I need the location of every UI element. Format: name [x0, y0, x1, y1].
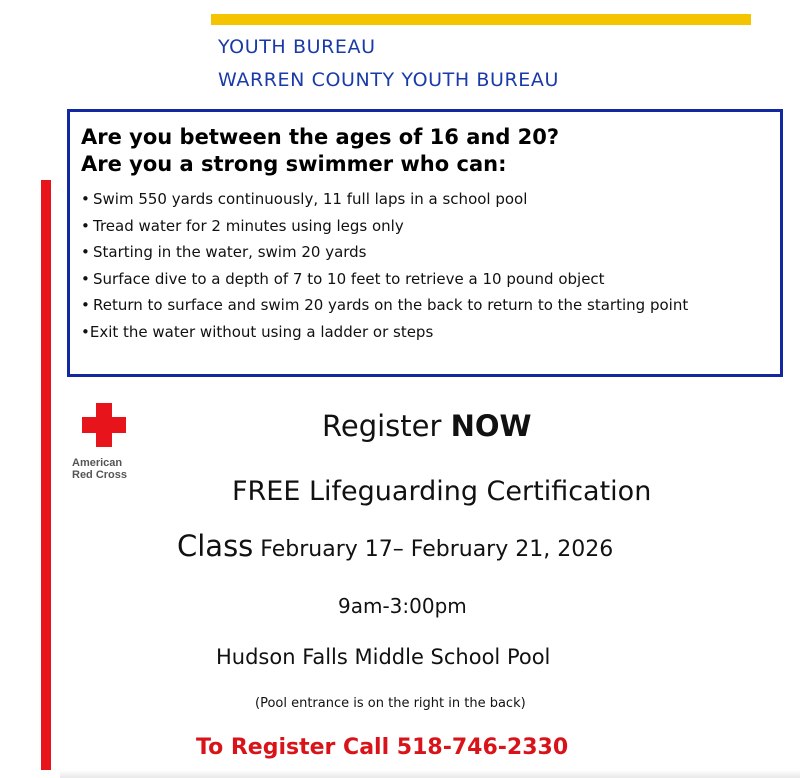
logo-line-2: Red Cross [72, 469, 128, 481]
swimmer-question: Are you a strong swimmer who can: [81, 152, 507, 176]
certification-title: FREE Lifeguarding Certification [232, 476, 652, 507]
logo-wordmark [72, 457, 127, 481]
class-hours: 9am-3:00pm [338, 594, 467, 618]
requirement-text: Swim 550 yards continuously, 11 full laps in a school pool [93, 190, 528, 208]
bullet-icon: • [81, 322, 90, 341]
requirement-text: Return to surface and swim 20 yards on the back to return to the starting point [93, 296, 689, 314]
org-name-line-2: WARREN COUNTY YOUTH BUREAU [218, 69, 560, 91]
bottom-fade [60, 770, 800, 778]
class-dates-line [177, 529, 613, 563]
bullet-icon: • [81, 269, 90, 288]
requirement-text: Starting in the water, swim 20 yards [93, 243, 367, 261]
register-heading [322, 409, 532, 443]
list-item [81, 268, 688, 295]
org-name-line-1: YOUTH BUREAU [218, 36, 376, 58]
list-item [81, 215, 688, 242]
list-item [81, 188, 688, 215]
class-dates: February 17– February 21, 2026 [253, 537, 614, 562]
class-label: Class [177, 529, 254, 563]
entrance-note: (Pool entrance is on the right in the back) [255, 696, 526, 711]
red-cross-icon [82, 403, 126, 447]
register-emphasis: NOW [450, 409, 532, 443]
requirement-text: Tread water for 2 minutes using legs only [93, 216, 404, 235]
class-location: Hudson Falls Middle School Pool [216, 645, 551, 669]
red-accent-bar [41, 180, 51, 770]
register-prefix: Register [322, 409, 451, 443]
yellow-accent-bar [211, 14, 751, 25]
requirements-list [81, 188, 688, 347]
bullet-icon: • [81, 216, 90, 235]
register-call-to-action: To Register Call 518-746-2330 [196, 735, 569, 760]
list-item [81, 241, 688, 268]
bullet-icon: • [81, 190, 90, 208]
logo-line-1: American [72, 457, 123, 469]
list-item [81, 321, 688, 348]
requirement-text: Exit the water without using a ladder or steps [89, 322, 434, 341]
age-question: Are you between the ages of 16 and 20? [81, 125, 560, 149]
bullet-icon: • [81, 296, 90, 314]
requirement-text: Surface dive to a depth of 7 to 10 feet to retrieve a 10 pound object [93, 269, 605, 288]
requirements-box [67, 109, 783, 377]
bullet-icon: • [81, 243, 90, 261]
list-item [81, 294, 688, 321]
